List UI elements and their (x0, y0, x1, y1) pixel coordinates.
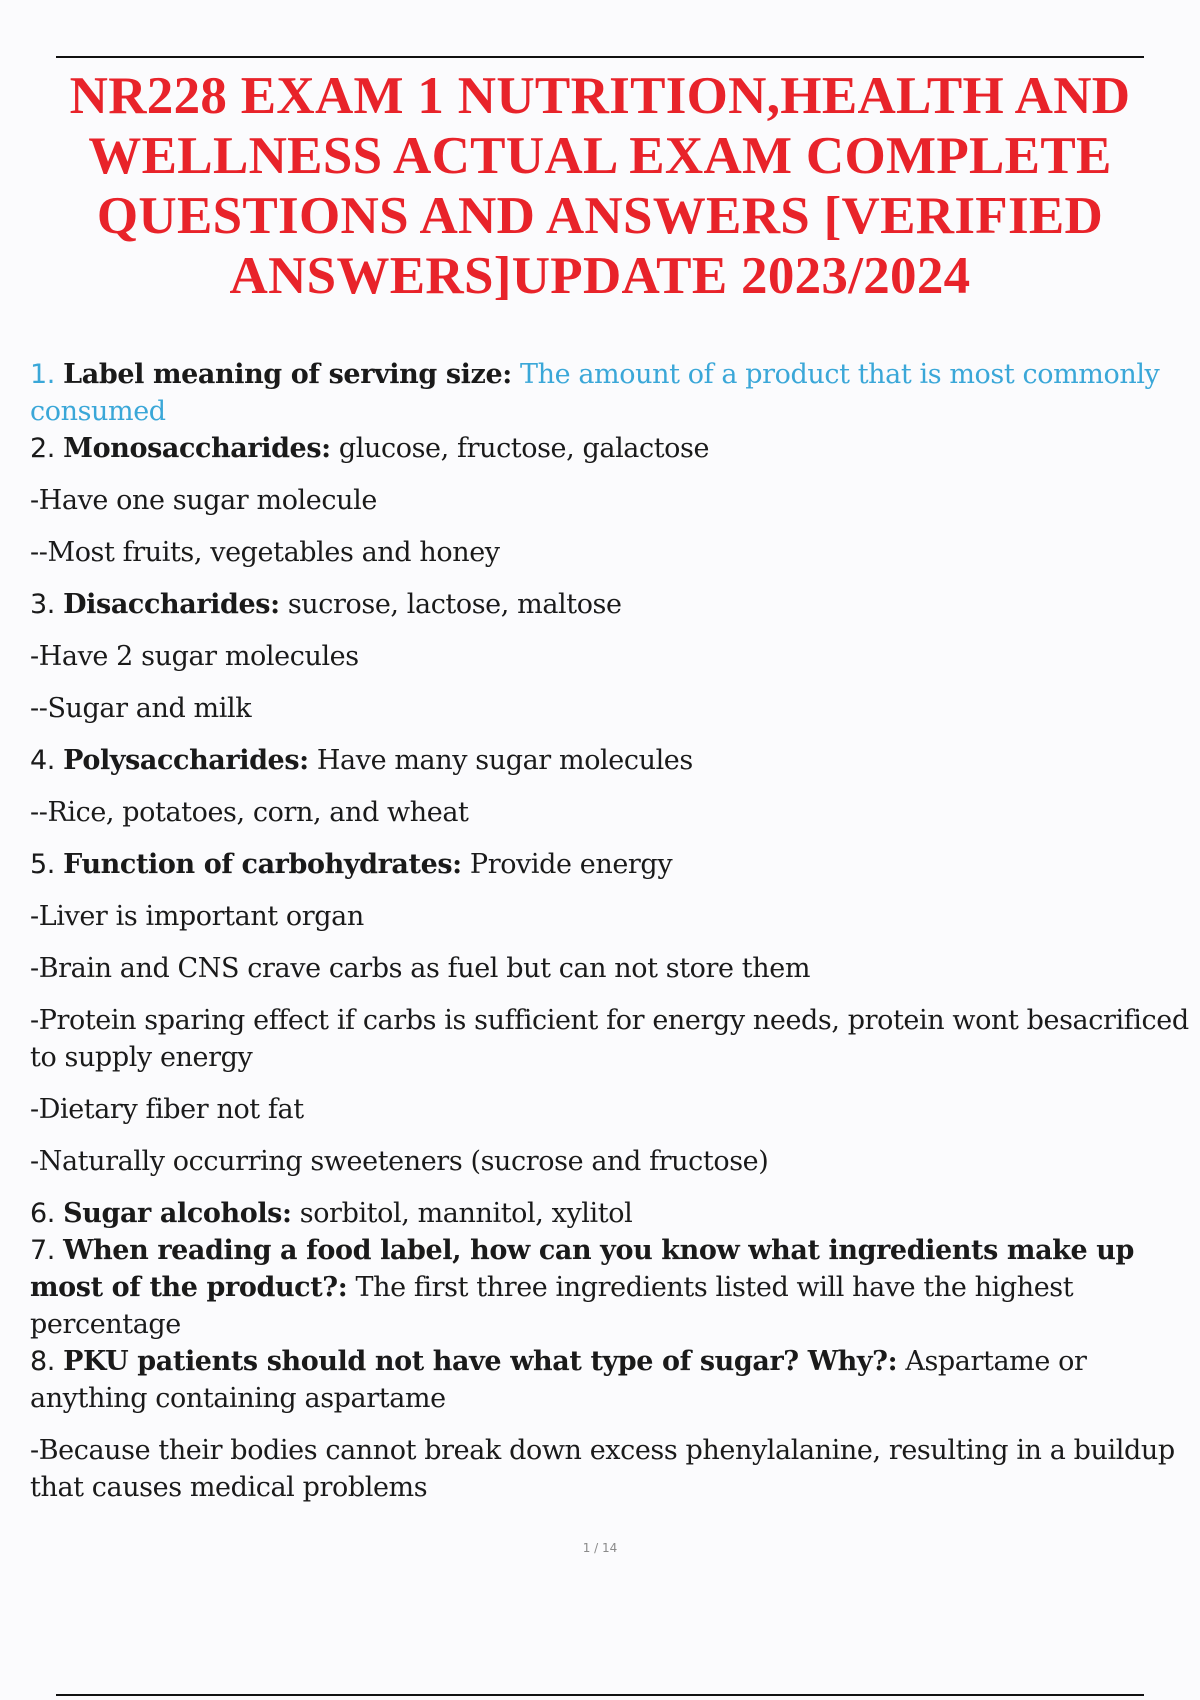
item-number: 2. (30, 433, 55, 464)
item-number: 1. (30, 359, 55, 390)
item-question: Label meaning of serving size: (63, 359, 512, 390)
qa-item-6 (30, 1195, 1190, 1232)
note-line: -Brain and CNS crave carbs as fuel but can not store them (30, 953, 811, 984)
item-number: 3. (30, 589, 55, 620)
note-line: -Naturally occurring sweeteners (sucrose and fructose) (30, 1146, 769, 1177)
qa-item-1 (30, 356, 1190, 430)
item-answer: Provide energy (469, 849, 673, 880)
note-line (30, 1002, 1190, 1076)
item-number: 8. (30, 1346, 55, 1377)
note-line-part: -Protein sparing effect if carbs is sufficient for energy needs, protein wont besacrificed (30, 1005, 1189, 1036)
qa-item-7 (30, 1232, 1190, 1343)
qa-item-4 (30, 742, 1190, 779)
note-line-part: to supply energy (30, 1042, 253, 1073)
note-line: -Liver is important organ (30, 901, 364, 932)
item-question: Polysaccharides: (63, 745, 309, 776)
note-line: -Have 2 sugar molecules (30, 641, 359, 672)
qa-item-2 (30, 430, 1190, 467)
item-question: Sugar alcohols: (63, 1198, 292, 1229)
item-answer: sucrose, lactose, maltose (287, 589, 622, 620)
item-question: Function of carbohydrates: (63, 849, 462, 880)
bottom-rule (56, 1694, 1144, 1696)
top-rule (56, 56, 1144, 58)
item-question: When reading a food label, how can you know what ingredients make up most of the product?: (30, 1235, 1134, 1303)
item-question: Monosaccharides: (63, 433, 331, 464)
note-line: --Rice, potatoes, corn, and wheat (30, 797, 469, 828)
note-line: --Most fruits, vegetables and honey (30, 537, 500, 568)
item-answer: Aspartame or anything containing aspartame (30, 1346, 1087, 1414)
item-number: 5. (30, 849, 55, 880)
item-answer: sorbitol, mannitol, xylitol (299, 1198, 633, 1229)
note-line: -Dietary fiber not fat (30, 1094, 304, 1125)
item-answer: glucose, fructose, galactose (338, 433, 710, 464)
note-line: -Have one sugar molecule (30, 485, 377, 516)
item-question: Disaccharides: (63, 589, 280, 620)
qa-item-8 (30, 1343, 1190, 1417)
item-number: 7. (30, 1235, 55, 1266)
qa-content (30, 356, 1190, 1506)
item-answer: Have many sugar molecules (316, 745, 693, 776)
item-answer: The first three ingredients listed will have the highest percentage (30, 1272, 1074, 1340)
qa-item-3 (30, 586, 1190, 623)
page-number: 1 / 14 (582, 1541, 618, 1555)
note-line: --Sugar and milk (30, 693, 252, 724)
item-number: 6. (30, 1198, 55, 1229)
qa-item-5 (30, 846, 1190, 883)
item-answer: The amount of a product that is most commonly consumed (30, 359, 1160, 427)
item-number: 4. (30, 745, 55, 776)
item-question: PKU patients should not have what type of sugar? Why?: (63, 1346, 898, 1377)
note-line: -Because their bodies cannot break down excess phenylalanine, resulting in a buildup that causes medical problems (30, 1435, 1175, 1503)
document-title: NR228 EXAM 1 NUTRITION,HEALTH AND WELLNESS ACTUAL EXAM COMPLETE QUESTIONS AND ANSWERS [VERIFIED ANSWERS]UPDATE 2023/2024 (69, 67, 1131, 305)
